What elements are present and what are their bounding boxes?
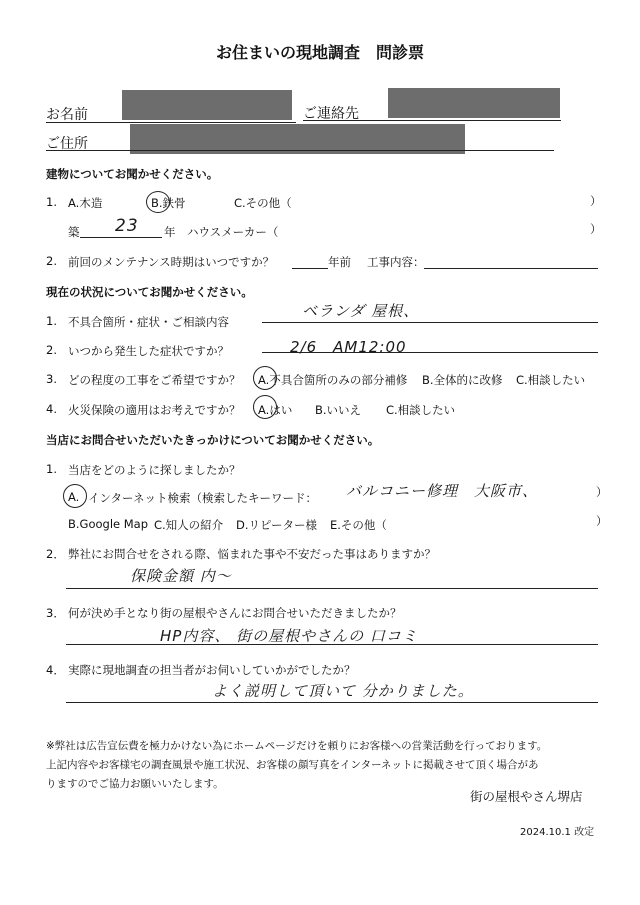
contact-q4-num: 4． — [46, 663, 65, 677]
contact-q2-answer: 保険金額 内〜 — [130, 567, 232, 585]
paren-close-3: ） — [596, 485, 608, 499]
address-label: ご住所 — [46, 136, 88, 152]
page-title: お住まいの現地調査 問診票 — [215, 43, 424, 62]
q2-work: 工事内容： — [367, 255, 425, 269]
building-q1-num: 1. — [46, 195, 57, 209]
contact-redaction — [388, 88, 560, 118]
q3-opt-a: A.不具合箇所のみの部分補修 — [258, 373, 408, 387]
opt-friend: C.知人の紹介 — [154, 518, 224, 532]
q2-answer-underline — [66, 588, 598, 589]
name-label: お名前 — [46, 107, 88, 123]
paren-close-4: ） — [596, 514, 608, 528]
footer-note-2: 上記内容やお客様宅の調査風景や施工状況、お客様の顔写真をインターネットに掲載させて頂く場合があ — [46, 759, 539, 771]
age-value: 23 — [115, 216, 139, 236]
years-underline — [292, 268, 328, 269]
q3-opt-c: C.相談したい — [516, 373, 586, 387]
q3-opt-b: B.全体的に改修 — [422, 373, 503, 387]
situation-q2-num: 2. — [46, 343, 57, 357]
contact-q3-answer: HP内容、 街の屋根やさんの 口コミ — [160, 627, 418, 645]
age-underline — [80, 237, 162, 238]
address-underline — [46, 150, 554, 151]
contact-q1-num: 1. — [46, 462, 57, 476]
revision-date: 2024.10.1 改定 — [520, 827, 595, 838]
opt-google-map: B.Google Map — [68, 517, 149, 531]
opt-other-2: E.その他（ — [330, 518, 387, 532]
contact-q2-text: 弊社にお問合せをされる際、悩まれた事や不安だった事はありますか？ — [68, 547, 436, 561]
paren-close-2: ） — [590, 222, 602, 236]
situation-q1-text: 不具合箇所・症状・ご相談内容 — [68, 315, 229, 329]
footer-note-3: りますのでご協力お願いいたします。 — [46, 778, 224, 790]
opt-steel: B.鉄骨 — [151, 196, 186, 210]
building-q2-num: 2. — [46, 254, 57, 268]
q3-answer-underline — [66, 644, 598, 645]
selection-circle — [63, 484, 87, 508]
contact-q3-text: 何が決め手となり街の屋根やさんにお問合せいただきましたか？ — [68, 606, 402, 620]
work-underline — [424, 268, 598, 269]
paren-close-1: ） — [590, 194, 602, 208]
situation-q1-answer: ベランダ 屋根、 — [302, 302, 420, 320]
situation-q2-answer: 2/6 AM12:00 — [290, 338, 407, 356]
situation-q2-text: いつから発生した症状ですか？ — [68, 344, 229, 358]
contact-q4-text: 実際に現地調査の担当者がお伺いしていかがでしたか？ — [68, 663, 356, 677]
building-heading: 建物についてお聞かせください。 — [46, 167, 219, 181]
contact-heading: 当店にお問合せいただいたきっかけについてお聞かせください。 — [46, 433, 380, 447]
contact-underline — [303, 120, 561, 121]
search-keyword: バルコニー修理 大阪市、 — [346, 482, 539, 500]
q4-opt-a: A.はい — [258, 403, 293, 417]
situation-q4-num: 4. — [46, 402, 57, 416]
contact-q4-answer: よく説明して頂いて 分かりました。 — [212, 682, 474, 700]
name-underline — [46, 122, 296, 123]
q2-years: 年前 — [328, 255, 351, 269]
age-unit: 年 — [164, 225, 176, 239]
situation-q3-num: 3. — [46, 372, 57, 386]
opt-other: C.その他（ — [234, 196, 292, 210]
shop-name: 街の屋根やさん堺店 — [470, 789, 583, 804]
contact-q1-a-text: インターネット検索（検索したキーワード： — [88, 491, 317, 505]
name-redaction — [122, 90, 292, 120]
contact-q3-num: 3． — [46, 606, 65, 620]
contact-q1-text: 当店をどのように探しましたか？ — [68, 463, 241, 477]
opt-wood: A.木造 — [68, 196, 103, 210]
q4-opt-b: B.いいえ — [315, 403, 362, 417]
selection-circle — [253, 395, 277, 419]
selection-circle — [253, 366, 277, 390]
q1-underline — [262, 322, 598, 323]
age-label: 築 — [68, 225, 80, 239]
q4-answer-underline — [66, 702, 598, 703]
maker-label: ハウスメーカー（ — [187, 225, 279, 239]
situation-heading: 現在の状況についてお聞かせください。 — [46, 285, 253, 299]
contact-q2-num: 2． — [46, 547, 65, 561]
situation-q4-text: 火災保険の適用はお考えですか？ — [68, 403, 241, 417]
situation-q3-text: どの程度の工事をご希望ですか？ — [68, 373, 241, 387]
building-q2-text: 前回のメンテナンス時期はいつですか？ — [68, 255, 275, 269]
footer-note-1: ※弊社は広告宣伝費を極力かけない為にホームページだけを頼りにお客様への営業活動を行っております。 — [46, 740, 548, 752]
q2-underline — [262, 352, 598, 353]
selection-circle — [146, 191, 170, 213]
opt-repeater: D.リピーター様 — [236, 518, 318, 532]
contact-label: ご連絡先 — [303, 106, 359, 122]
contact-q1-a: A. — [68, 490, 80, 504]
situation-q1-num: 1. — [46, 314, 57, 328]
q4-opt-c: C.相談したい — [386, 403, 456, 417]
